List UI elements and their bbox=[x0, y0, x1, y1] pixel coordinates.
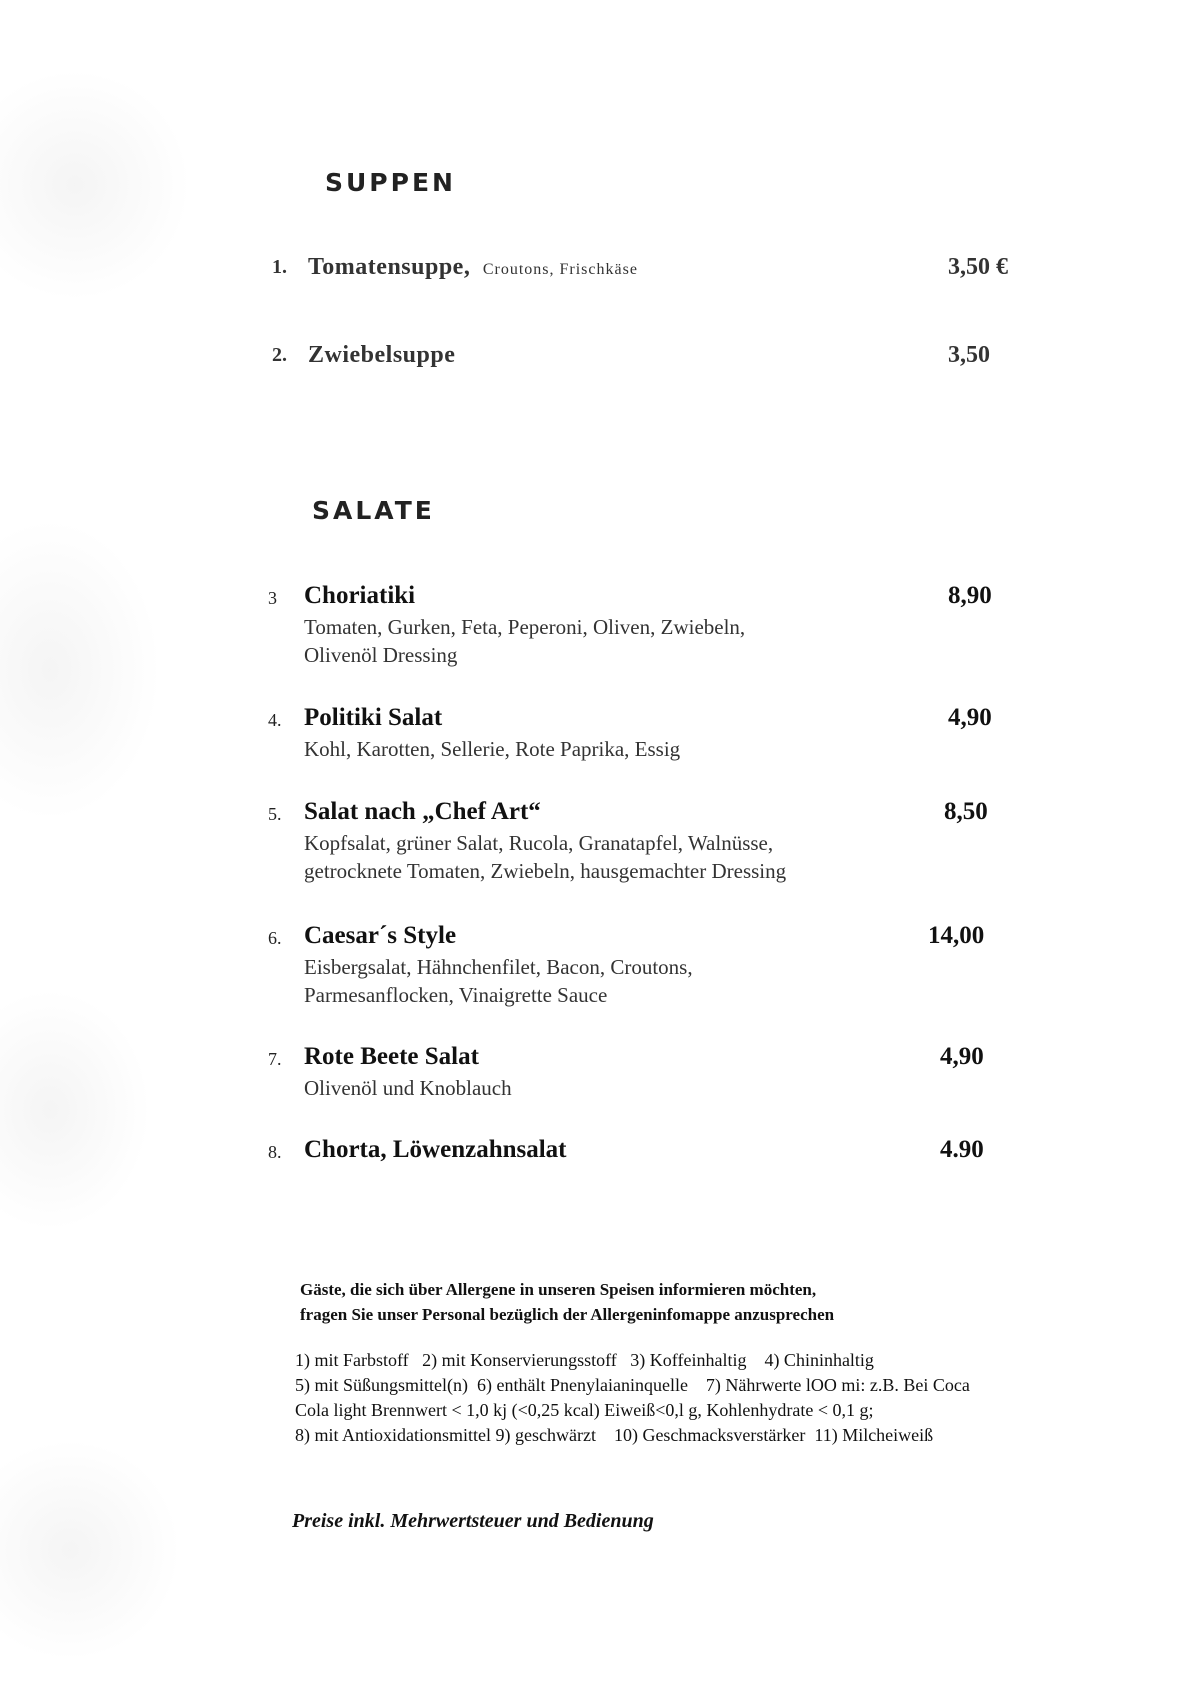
item-price: 14,00 bbox=[928, 922, 985, 949]
item-description: Croutons, Frischkäse bbox=[482, 261, 638, 278]
item-number: 2. bbox=[272, 344, 287, 366]
item-price: 3,50 € bbox=[948, 254, 1008, 280]
background-smudge bbox=[0, 70, 190, 300]
item-title: Tomatensuppe, bbox=[308, 254, 471, 280]
item-number: 4. bbox=[268, 710, 282, 730]
item-name bbox=[308, 342, 455, 369]
item-description: Tomaten, Gurken, Feta, Peperoni, Oliven, Zwiebeln, Olivenöl Dressing bbox=[304, 615, 746, 667]
item-number: 8. bbox=[268, 1142, 282, 1162]
item-price: 3,50 bbox=[948, 342, 990, 368]
allergen-note-line: fragen Sie unser Personal bezüglich der Allergeninfomappe anzusprechen bbox=[300, 1305, 835, 1324]
item-number: 6. bbox=[268, 928, 282, 948]
item-description: Kohl, Karotten, Sellerie, Rote Paprika, Essig bbox=[304, 737, 681, 761]
item-number: 7. bbox=[268, 1049, 282, 1069]
item-name bbox=[308, 254, 638, 281]
item-price: 4.90 bbox=[940, 1136, 984, 1163]
additives-line: Cola light Brennwert < 1,0 kj (<0,25 kcal) Eiweiß<0,l g, Kohlenhydrate < 0,1 g; bbox=[295, 1400, 874, 1420]
additives-list bbox=[295, 1348, 1075, 1448]
item-number: 5. bbox=[268, 804, 282, 824]
item-number: 3 bbox=[268, 588, 277, 608]
background-smudge bbox=[0, 520, 160, 820]
item-title: Zwiebelsuppe bbox=[308, 342, 456, 368]
item-price: 8,90 bbox=[948, 582, 992, 609]
allergen-note bbox=[300, 1277, 1000, 1327]
item-name: Choriatiki bbox=[304, 582, 416, 609]
item-description: Olivenöl und Knoblauch bbox=[304, 1076, 512, 1100]
additives-line: 5) mit Süßungsmittel(n) 6) enthält Pnenylaianinquelle 7) Nährwerte lOO mi: z.B. Bei Coca bbox=[295, 1375, 970, 1395]
item-name: Politiki Salat bbox=[304, 704, 443, 731]
menu-item-soup-1 bbox=[272, 252, 1032, 292]
soups-heading: SUPPEN bbox=[325, 168, 456, 197]
additives-line: 8) mit Antioxidationsmittel 9) geschwärzt 10) Geschmacksverstärker 11) Milcheiweiß bbox=[295, 1425, 934, 1445]
menu-item-soup-2 bbox=[272, 340, 1032, 380]
item-number: 1. bbox=[272, 256, 287, 278]
item-description: Kopfsalat, grüner Salat, Rucola, Granatapfel, Walnüsse, getrocknete Tomaten, Zwiebeln, hausgemachter Dressing bbox=[304, 831, 787, 883]
background-smudge bbox=[0, 1440, 180, 1660]
item-price: 4,90 bbox=[948, 704, 992, 731]
item-name: Rote Beete Salat bbox=[304, 1043, 479, 1070]
background-smudge bbox=[0, 990, 150, 1230]
item-name: Salat nach „Chef Art“ bbox=[304, 798, 541, 825]
item-price: 4,90 bbox=[940, 1043, 984, 1070]
item-name: Chorta, Löwenzahnsalat bbox=[304, 1136, 567, 1163]
item-name: Caesar´s Style bbox=[304, 922, 457, 949]
additives-line: 1) mit Farbstoff 2) mit Konservierungsstoff 3) Koffeinhaltig 4) Chininhaltig bbox=[295, 1350, 874, 1370]
item-price: 8,50 bbox=[944, 798, 988, 825]
allergen-note-line: Gäste, die sich über Allergene in unseren Speisen informieren möchten, bbox=[300, 1280, 817, 1299]
item-description: Eisbergsalat, Hähnchenfilet, Bacon, Croutons, Parmesanflocken, Vinaigrette Sauce bbox=[304, 955, 693, 1007]
price-footer-note: Preise inkl. Mehrwertsteuer und Bedienung bbox=[292, 1510, 654, 1532]
salads-heading: SALATE bbox=[312, 496, 435, 525]
